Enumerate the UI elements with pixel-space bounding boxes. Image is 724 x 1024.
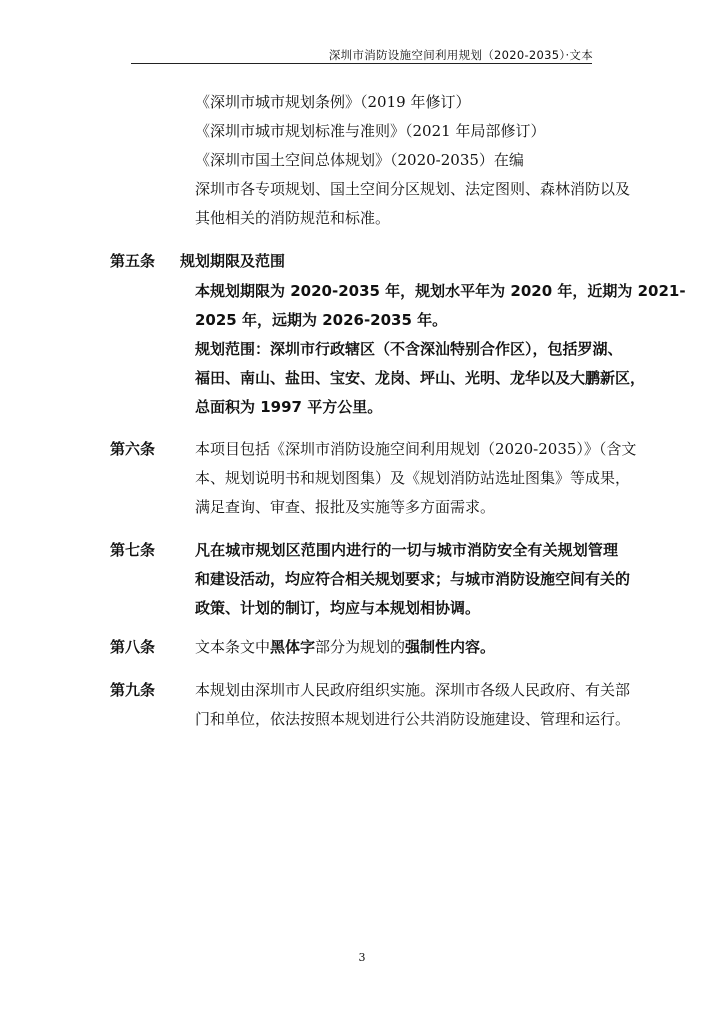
article-line: 本项目包括《深圳市消防设施空间利用规划（2020-2035）》（含文 [195,440,637,458]
article-line: 门和单位，依法按照本规划进行公共消防设施建设、管理和运行。 [195,710,631,728]
running-header: 深圳市消防设施空间利用规划（2020-2035）·文本 [328,48,593,62]
article-line: 本规划由深圳市人民政府组织实施。深圳市各级人民政府、有关部 [195,681,631,699]
article-line [195,633,618,662]
article-6-label: 第六条 [110,440,156,458]
article-line: 总面积为 1997 平方公里。 [195,398,383,416]
reference-line: 其他相关的消防规范和标准。 [195,209,391,227]
article-line: 2025 年，远期为 2026-2035 年。 [195,311,448,329]
article-5-body [195,277,686,422]
article-5-title: 规划期限及范围 [180,252,286,270]
reference-line: 《深圳市城市规划条例》（2019 年修订） [195,93,471,111]
article-line: 本规划期限为 2020-2035 年，规划水平年为 2020 年，近期为 2021- [195,282,686,300]
article-line: 政策、计划的制订，均应与本规划相协调。 [195,599,481,617]
article-line: 满足查询、审查、报批及实施等多方面需求。 [195,498,496,516]
reference-line: 《深圳市城市规划标准与准则》（2021 年局部修订） [195,122,546,140]
article-8-text-c: 部分为规划的 [315,638,406,656]
article-5-label: 第五条 [110,252,156,270]
article-7-label: 第七条 [110,541,156,559]
article-8-text-a: 文本条文中 [195,638,271,656]
article-9-label: 第九条 [110,681,156,699]
article-8-label: 第八条 [110,638,156,656]
article-8-text-d: 强制性内容。 [405,638,496,656]
reference-line: 深圳市各专项规划、国土空间分区规划、法定图则、森林消防以及 [195,180,631,198]
reference-line: 《深圳市国土空间总体规划》（2020-2035）在编 [195,151,524,169]
article-line: 和建设活动，均应符合相关规划要求；与城市消防设施空间有关的 [195,570,631,588]
article-7-body [195,536,631,623]
header-rule [131,63,592,64]
article-8-body [195,633,618,662]
article-8-text-b: 黑体字 [270,638,316,656]
article-line: 凡在城市规划区范围内进行的一切与城市消防安全有关规划管理 [195,541,618,559]
article-6-body [195,435,637,522]
page-number: 3 [358,951,366,964]
article-line: 本、规划说明书和规划图集）及《规划消防站选址图集》等成果， [195,469,631,487]
article-line: 福田、南山、盐田、宝安、龙岗、坪山、光明、龙华以及大鹏新区， [195,369,646,387]
article-9-body [195,676,631,734]
article-line: 规划范围：深圳市行政辖区（不含深汕特别合作区），包括罗湖、 [195,340,623,358]
reference-list [195,88,631,233]
